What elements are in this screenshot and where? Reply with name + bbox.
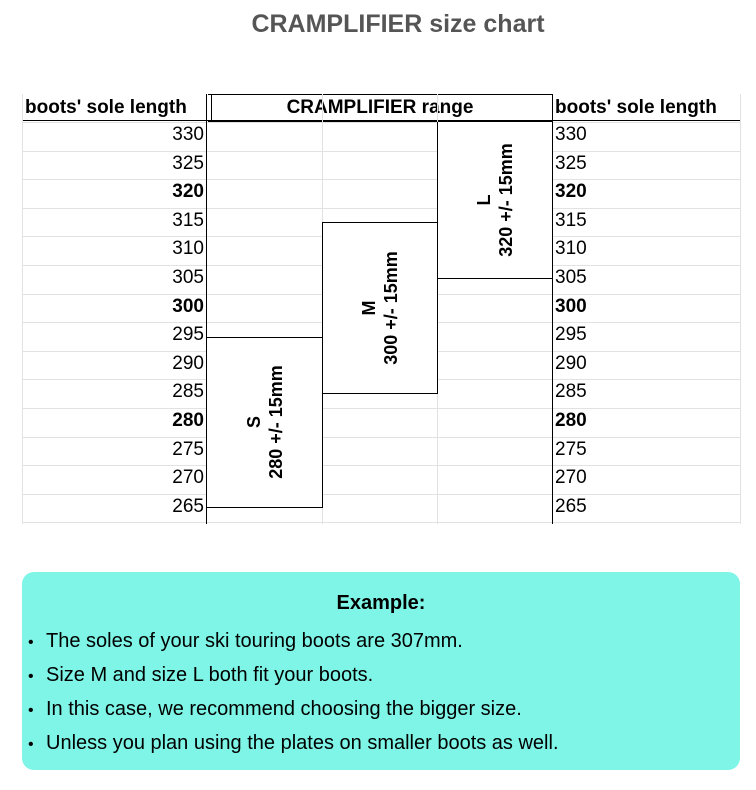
sole-length-left: 270 <box>172 467 204 489</box>
sole-length-right: 305 <box>555 267 587 288</box>
size-label <box>358 251 402 365</box>
size-range-text: 300 +/- 15mm <box>381 251 401 365</box>
sole-length-left: 305 <box>172 267 204 288</box>
sole-length-left: 275 <box>172 438 204 460</box>
size-m-range <box>322 222 438 394</box>
sole-length-left: 280 <box>172 410 204 431</box>
bullet-icon: • <box>28 702 34 719</box>
example-item-text: Size M and size L both fit your boots. <box>46 664 374 686</box>
example-title: Example: <box>336 592 426 614</box>
sole-length-left: 325 <box>172 152 204 174</box>
size-l-range <box>437 122 553 279</box>
size-label <box>243 366 287 480</box>
example-item-text: The soles of your ski touring boots are 307mm. <box>46 630 463 652</box>
sole-length-right: 265 <box>555 495 587 517</box>
sole-length-left: 310 <box>172 238 204 260</box>
sole-length-right: 310 <box>555 238 587 260</box>
sole-length-right: 325 <box>555 152 587 174</box>
sole-length-left: 290 <box>172 352 204 374</box>
sole-length-right: 295 <box>555 324 587 346</box>
size-range-text: 320 +/- 15mm <box>496 143 516 257</box>
row-gridline <box>22 522 740 523</box>
size-range-text: 280 +/- 15mm <box>265 365 286 480</box>
example-item <box>28 692 559 726</box>
sole-length-right: 320 <box>555 181 587 203</box>
sole-length-right: 270 <box>555 467 587 489</box>
left-column-divider <box>206 94 207 524</box>
left-column-header: boots' sole length <box>22 94 212 121</box>
sole-length-right: 275 <box>555 438 587 460</box>
example-item-text: Unless you plan using the plates on smaller boots as well. <box>46 732 559 754</box>
example-box <box>22 572 740 770</box>
sole-length-right: 300 <box>555 295 587 317</box>
example-item <box>28 726 559 760</box>
sole-length-left: 320 <box>172 181 204 203</box>
example-list <box>28 624 559 760</box>
sole-length-right: 285 <box>555 381 587 403</box>
sole-length-left: 315 <box>172 209 204 231</box>
sole-length-left: 300 <box>172 295 204 317</box>
page-title: CRAMPLIFIER size chart <box>251 10 545 38</box>
sole-length-left: 330 <box>172 124 204 145</box>
sole-length-right: 315 <box>555 209 587 231</box>
example-item <box>28 658 559 692</box>
size-letter: S <box>243 416 264 429</box>
example-item-text: In this case, we recommend choosing the bigger size. <box>46 698 522 720</box>
bullet-icon: • <box>28 736 34 753</box>
bullet-icon: • <box>28 668 34 685</box>
size-letter: L <box>474 194 494 206</box>
range-column-header: CRAMPLIFIER range <box>208 94 552 122</box>
right-column-header: boots' sole length <box>552 94 743 121</box>
example-item <box>28 624 559 658</box>
size-label <box>473 143 517 257</box>
size-letter: M <box>359 300 379 316</box>
right-column-divider <box>552 94 553 524</box>
sole-length-left: 295 <box>172 324 204 346</box>
sole-length-left: 265 <box>172 495 204 517</box>
column-gridline <box>740 94 741 524</box>
sole-length-right: 280 <box>555 410 587 431</box>
sole-length-right: 330 <box>555 124 587 145</box>
sole-length-right: 290 <box>555 352 587 374</box>
size-s-range <box>206 337 323 509</box>
bullet-icon: • <box>28 634 34 651</box>
sole-length-left: 285 <box>172 381 204 403</box>
